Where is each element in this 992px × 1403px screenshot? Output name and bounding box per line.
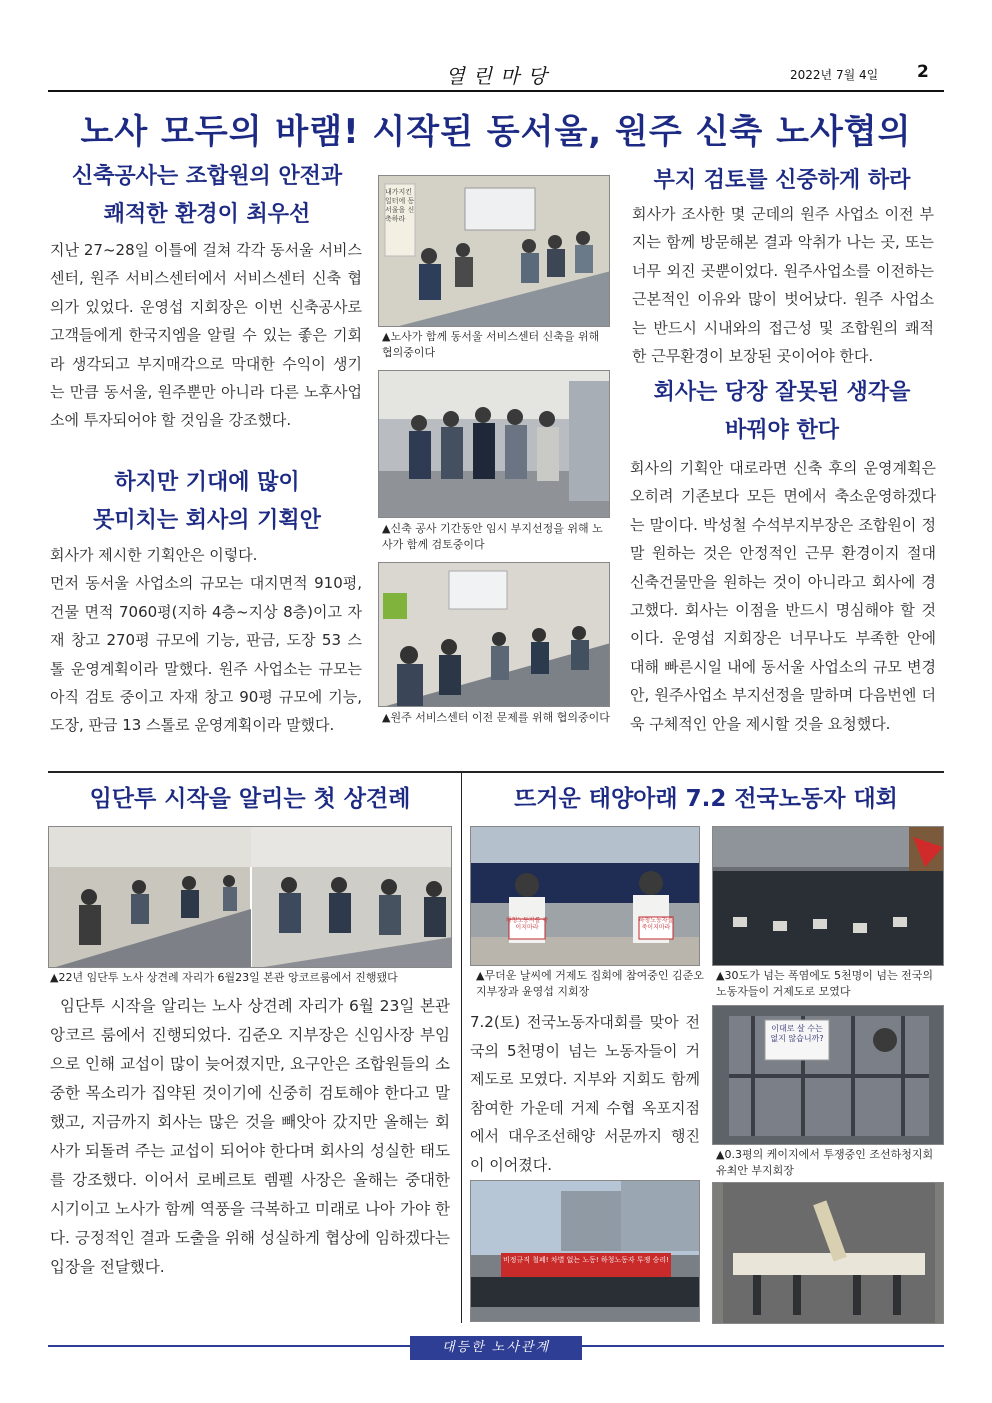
main-headline: 노사 모두의 바램! 시작된 동서울, 원주 신축 노사협의 (80, 112, 912, 152)
left-section1-title-line1: 신축공사는 조합원의 안전과 (71, 164, 343, 189)
right-section2-body: 회사의 기획안 대로라면 신축 후의 운영계획은 오히려 기존보다 모든 면에서 축소운영하겠다는 말이다. 박성철 수석부지부장은 조합원이 정말 원하는 것은 안정적인 근무 환경이지 절대 신축건물만을 원하는 것이 아니라고 회사에 경고했다. 회사는 이점을 반드시 명심해야 할 것이다. 운영섭 지회장은 너무나도 부족한 안에 대해 빠른시일 내에 동서울 사업소의 규모 변경안, 원주사업소 부지선정을 말하며 다음번엔 더욱 구체적인 안을 제시할 것을 요청했다. (630, 459, 936, 733)
bottom-left-title: 임단투 시작을 알리는 첫 상견례 (89, 786, 411, 812)
photo-march (470, 1180, 700, 1322)
caption-photo1: ▲노사가 함께 동서울 서비스센터 신축을 위해 협의중이다 (382, 330, 600, 359)
right-section2-title (626, 374, 938, 450)
right-section2-title-line2: 바꿔야 한다 (725, 418, 839, 443)
newsletter-name: 열린마당 (445, 64, 555, 88)
left-section2-title (48, 464, 366, 540)
bottom-right-body: 7.2(토) 전국노동자대회를 맞아 전국의 5천명이 넘는 노동자들이 거제도로 모였다. 지부와 지회도 함께 참여한 가운데 거제 수협 옥포지점에서 대우조선해양 서문까지 행진이 이어졌다. (470, 1013, 700, 1174)
caption-photo2: ▲신축 공사 기간동안 임시 부지선정을 위해 노사가 함께 검토중이다 (382, 522, 603, 551)
caption-rally-leaders: ▲무더운 날씨에 거제도 집회에 참여중인 김준오 지부장과 윤영섭 지회장 (476, 969, 704, 998)
photo-rally-leaders (470, 826, 700, 966)
bottom-right-title: 뜨거운 태양아래 7.2 전국노동자 대회 (514, 786, 898, 812)
protest-sign-right: 하청노동자를 죽이지마라 (638, 917, 674, 931)
photo-wonju-meeting (378, 562, 610, 707)
photo-cage-protest (712, 1005, 944, 1145)
caption-photo3: ▲원주 서비스센터 이전 문제를 위해 협의중이다 (382, 711, 610, 724)
bottom-left-body: 임단투 시작을 알리는 노사 상견례 자리가 6월 23일 본관 앙코르 룸에서 진행되었다. 김준오 지부장은 신임사장 부임으로 인해 교섭이 많이 늦어졌지만, 요구안은 조합원들의 소중한 목소리가 집약된 것이기에 신중히 검토해야 한다고 말했고, 지금까지 회사는 많은 것을 빼앗아 갔지만 올해는 회사가 되돌려 주는 교섭이 되어야 한다며 회사의 성실한 태도를 강조했다. 이어서 로베르토 렘펠 사장은 올해는 중대한 시기이고 노사가 함께 역풍을 극복하고 미래로 나아 가야 한다. 긍정적인 결과 도출을 위해 성실하게 협상에 임하겠다는 입장을 전달했다. (50, 997, 450, 1276)
photo-site-inspection (378, 370, 610, 518)
left-section1-title-line2: 쾌적한 환경이 최우선 (103, 202, 311, 227)
photo-dongseoul-meeting (378, 175, 610, 327)
page-number: 2 (917, 62, 929, 82)
issue-date: 2022년 7월 4일 (790, 68, 879, 82)
left-section1-body: 지난 27~28일 이틀에 걸쳐 각각 동서울 서비스센터, 원주 서비스센터에서 서비스센터 신축 협의가 있었다. 운영섭 지회장은 이번 신축공사로 고객들에게 한국지엠을 알릴 수 있는 좋은 기회라 생각되고 부지매각으로 막대한 수익이 생기는 만큼 동서울, 원주뿐만 아니라 다른 노후사업소에 투자되어야 할 것임을 강조했다. (50, 241, 362, 430)
protest-sign-left: 하청노동자를 죽이지마라 (505, 917, 549, 931)
footer-label: 대등한 노사관계 (410, 1336, 582, 1360)
left-section2-title-line1: 하지만 기대에 많이 (114, 470, 300, 495)
caption-cage: ▲0.3평의 케이지에서 투쟁중인 조선하청지회 유최안 부지회장 (716, 1148, 934, 1177)
photo-banner-text: 내가지킨 일터에 동서울을 신축하라 (385, 188, 415, 223)
cage-sign-text: 이대로 살 수는 없지 않습니까? (770, 1024, 824, 1043)
left-section2-title-line2: 못미치는 회사의 기획안 (93, 508, 321, 533)
photo-rally-crowd (712, 826, 944, 966)
top-rule (48, 90, 944, 92)
caption-rally-crowd: ▲30도가 넘는 폭염에도 5천명이 넘는 전국의 노동자들이 거제도로 모였다 (716, 969, 933, 998)
photo-bargaining-meeting (48, 826, 452, 968)
right-section1-title: 부지 검토를 신중하게 하라 (653, 168, 911, 193)
caption-bargaining: ▲22년 임단투 노사 상견례 자리가 6월23일 본관 앙코르룸에서 진행됐다 (50, 971, 398, 984)
left-section1-title (48, 158, 366, 234)
left-section2-body: 회사가 제시한 기획안은 이렇다. 먼저 동서울 사업소의 규모는 대지면적 910평, 건물 면적 7060평(지하 4층~지상 8층)이고 자재 창고 270평 규모에 기능, 판금, 도장 53 스톨 운영계획이라 말했다. 원주 사업소는 규모는 아직 검토 중이고 자재 창고 90평 규모에 기능, 도장, 판금 13 스톨로 운영계획이라 말했다. (50, 546, 362, 735)
right-section2-title-line1: 회사는 당장 잘못된 생각을 (653, 380, 911, 405)
section-divider (48, 771, 944, 773)
column-divider (461, 773, 462, 1323)
right-section1-body: 회사가 조사한 몇 군데의 원주 사업소 이전 부지는 함께 방문해본 결과 악취가 나는 곳, 또는 너무 외진 곳뿐이었다. 원주사업소를 이전하는 근본적인 이유와 많이 벗어났다. 원주 사업소는 반드시 시내와의 접근성 및 조합원의 쾌적한 근무환경이 보장된 곳이어야 한다. (632, 205, 934, 366)
photo-shipyard-dock (712, 1182, 944, 1324)
march-banner-text: 비정규직 철폐! 차별 없는 노동! 하청노동자 투쟁 승리! (503, 1256, 669, 1264)
